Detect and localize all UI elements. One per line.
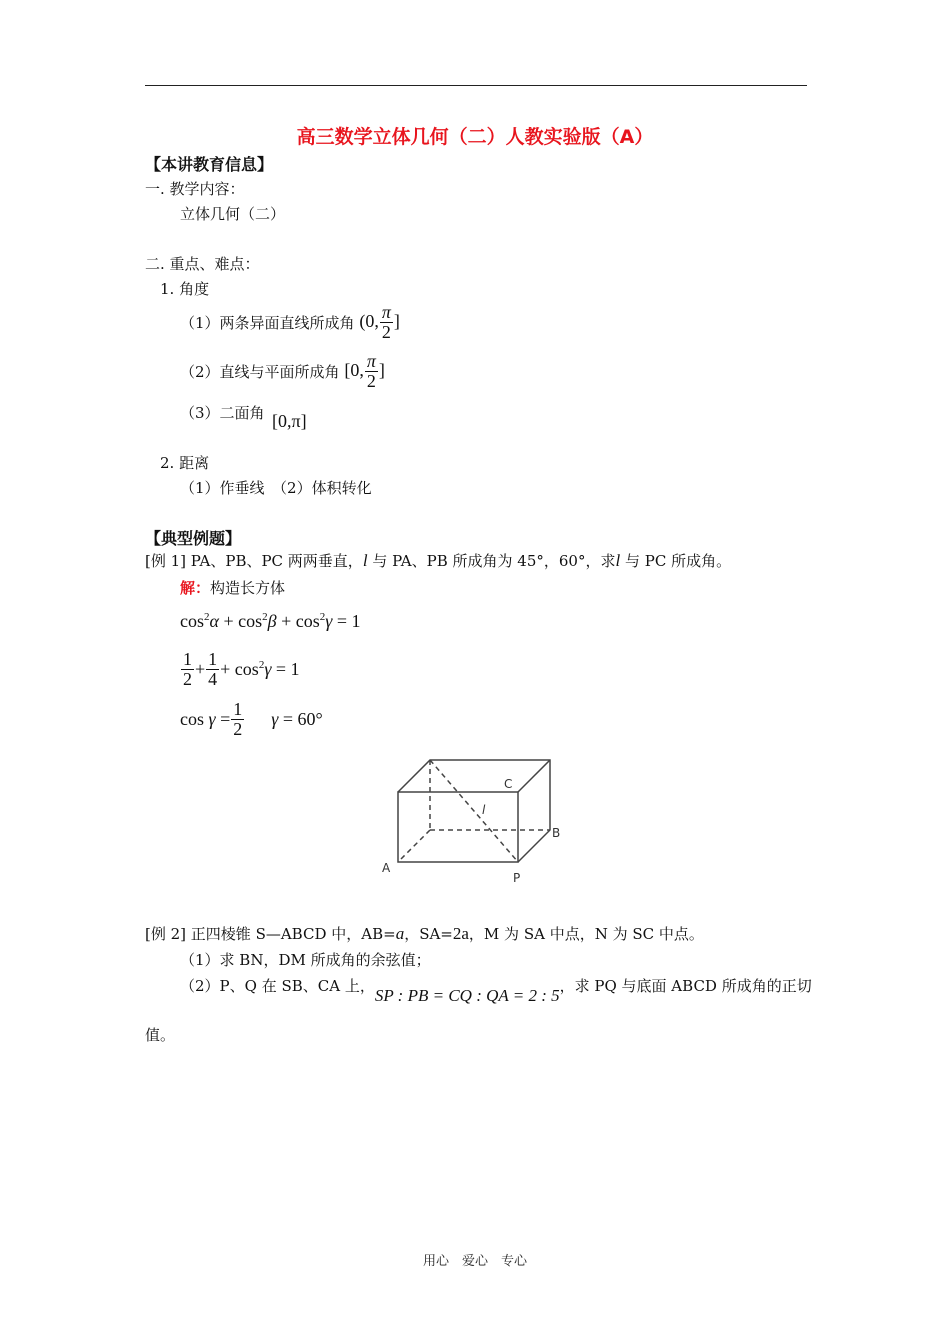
- var-2a: 2a: [452, 924, 469, 943]
- equation-1: $\cos^2\alpha + \cos^2\beta + \cos^2\gamma = 1$: [180, 611, 361, 631]
- example-2-statement: [145, 923, 704, 944]
- angle-dihedral-range: [0,π]: [272, 411, 307, 431]
- angle-skew-lines-text: （1）两条异面直线所成角: [180, 313, 355, 332]
- label-P: P: [513, 871, 521, 885]
- header-rule: [145, 85, 807, 86]
- example-1-part2: 与 PA、PB 所成角为 45°，60°，求: [367, 552, 616, 570]
- solution-text: 构造长方体: [210, 579, 286, 597]
- label-B: B: [552, 826, 561, 840]
- line-l: l: [615, 551, 621, 570]
- example-2-part1: 正四棱锥 S—ABCD 中，AB=: [186, 925, 396, 943]
- angle-line-plane-text: （2）直线与平面所成角: [180, 362, 340, 381]
- cuboid-figure: [378, 752, 568, 892]
- ratio-equation: SP : PB = CQ : QA = 2 : 5: [374, 986, 560, 1005]
- example-1-statement: [145, 550, 731, 571]
- example-2-question-2: [180, 975, 812, 1005]
- key-point-distance: 2. 距离: [160, 454, 210, 472]
- solution-label: 解：: [180, 579, 211, 597]
- example-2-part3: ，M 为 SA 中点，N 为 SC 中点。: [468, 925, 704, 943]
- range-open: (0,: [359, 310, 379, 331]
- angle-skew-lines-range: [359, 302, 400, 342]
- page-title: 高三数学立体几何（二）人教实验版（A）: [296, 126, 654, 148]
- angle-line-plane-range: [344, 351, 385, 391]
- equation-3: cos γ = $\frac{1}{2}$ γ = 60°: [180, 699, 323, 739]
- section-heading-info: 【本讲教育信息】: [145, 155, 274, 174]
- example-2-tag: [例 2]: [145, 925, 187, 943]
- frac-one-half-2: [231, 700, 244, 739]
- pi-over-two: [380, 303, 393, 342]
- frac-den: 2: [381, 321, 391, 342]
- label-l: l: [482, 803, 486, 817]
- frac-num: π: [366, 351, 376, 371]
- example-2-part2: ，SA=: [404, 925, 453, 943]
- example-1-part1: PA、PB、PC 两两垂直，: [186, 552, 363, 570]
- example-1-part3: 与 PC 所成角。: [620, 552, 732, 570]
- line-l: l: [362, 551, 368, 570]
- example-2-question-1: （1）求 BN，DM 所成角的余弦值；: [180, 951, 431, 969]
- key-points-heading: 二. 重点、难点：: [145, 255, 260, 273]
- q2-part2: ，求 PQ 与底面 ABCD 所成角的正切: [559, 977, 812, 995]
- cuboid-hidden-left-bottom: [398, 830, 430, 862]
- label-A: A: [382, 861, 391, 875]
- example-1-tag: [例 1]: [145, 552, 187, 570]
- frac-one-half: [181, 650, 194, 689]
- frac-den: 2: [366, 370, 376, 391]
- frac-num: 1: [208, 649, 218, 669]
- frac-den: 2: [183, 668, 192, 689]
- range-close: ]: [393, 310, 400, 331]
- frac-den: 4: [208, 668, 218, 689]
- section-heading-examples: 【典型例题】: [145, 529, 242, 548]
- distance-methods: （1）作垂线 （2）体积转化: [180, 479, 372, 497]
- teaching-content-heading: 一. 教学内容：: [145, 180, 245, 198]
- cuboid-front-face: [398, 792, 518, 862]
- frac-num: 1: [183, 649, 192, 669]
- footer-motto: 用心 爱心 专心: [422, 1254, 527, 1269]
- frac-num: 1: [233, 699, 243, 719]
- frac-den: 2: [233, 718, 243, 739]
- angle-line-plane: [180, 352, 385, 391]
- example-2-question-2-end: 值。: [145, 1026, 176, 1044]
- label-C: C: [504, 777, 513, 791]
- line-l-diagonal: [430, 760, 518, 862]
- teaching-content-topic: 立体几何（二）: [180, 205, 286, 223]
- angle-dihedral-text: （3）二面角: [180, 404, 265, 422]
- frac-one-quarter: [206, 650, 219, 689]
- frac-num: π: [381, 302, 391, 322]
- var-a: a: [395, 924, 405, 943]
- example-1-solution: [180, 577, 285, 598]
- pi-over-two: [365, 352, 378, 391]
- key-point-angles: 1. 角度: [160, 280, 210, 298]
- range-close: ]: [378, 359, 385, 380]
- cuboid-top-right-edge: [518, 760, 550, 792]
- range-open: [0,: [344, 359, 364, 380]
- equation-2: $\frac{1}{2}$ + $\frac{1}{4}$ + $\cos^2\gamma = 1$: [183, 649, 300, 689]
- angle-skew-lines: [180, 303, 400, 342]
- q2-part1: （2）P、Q 在 SB、CA 上，: [180, 977, 375, 995]
